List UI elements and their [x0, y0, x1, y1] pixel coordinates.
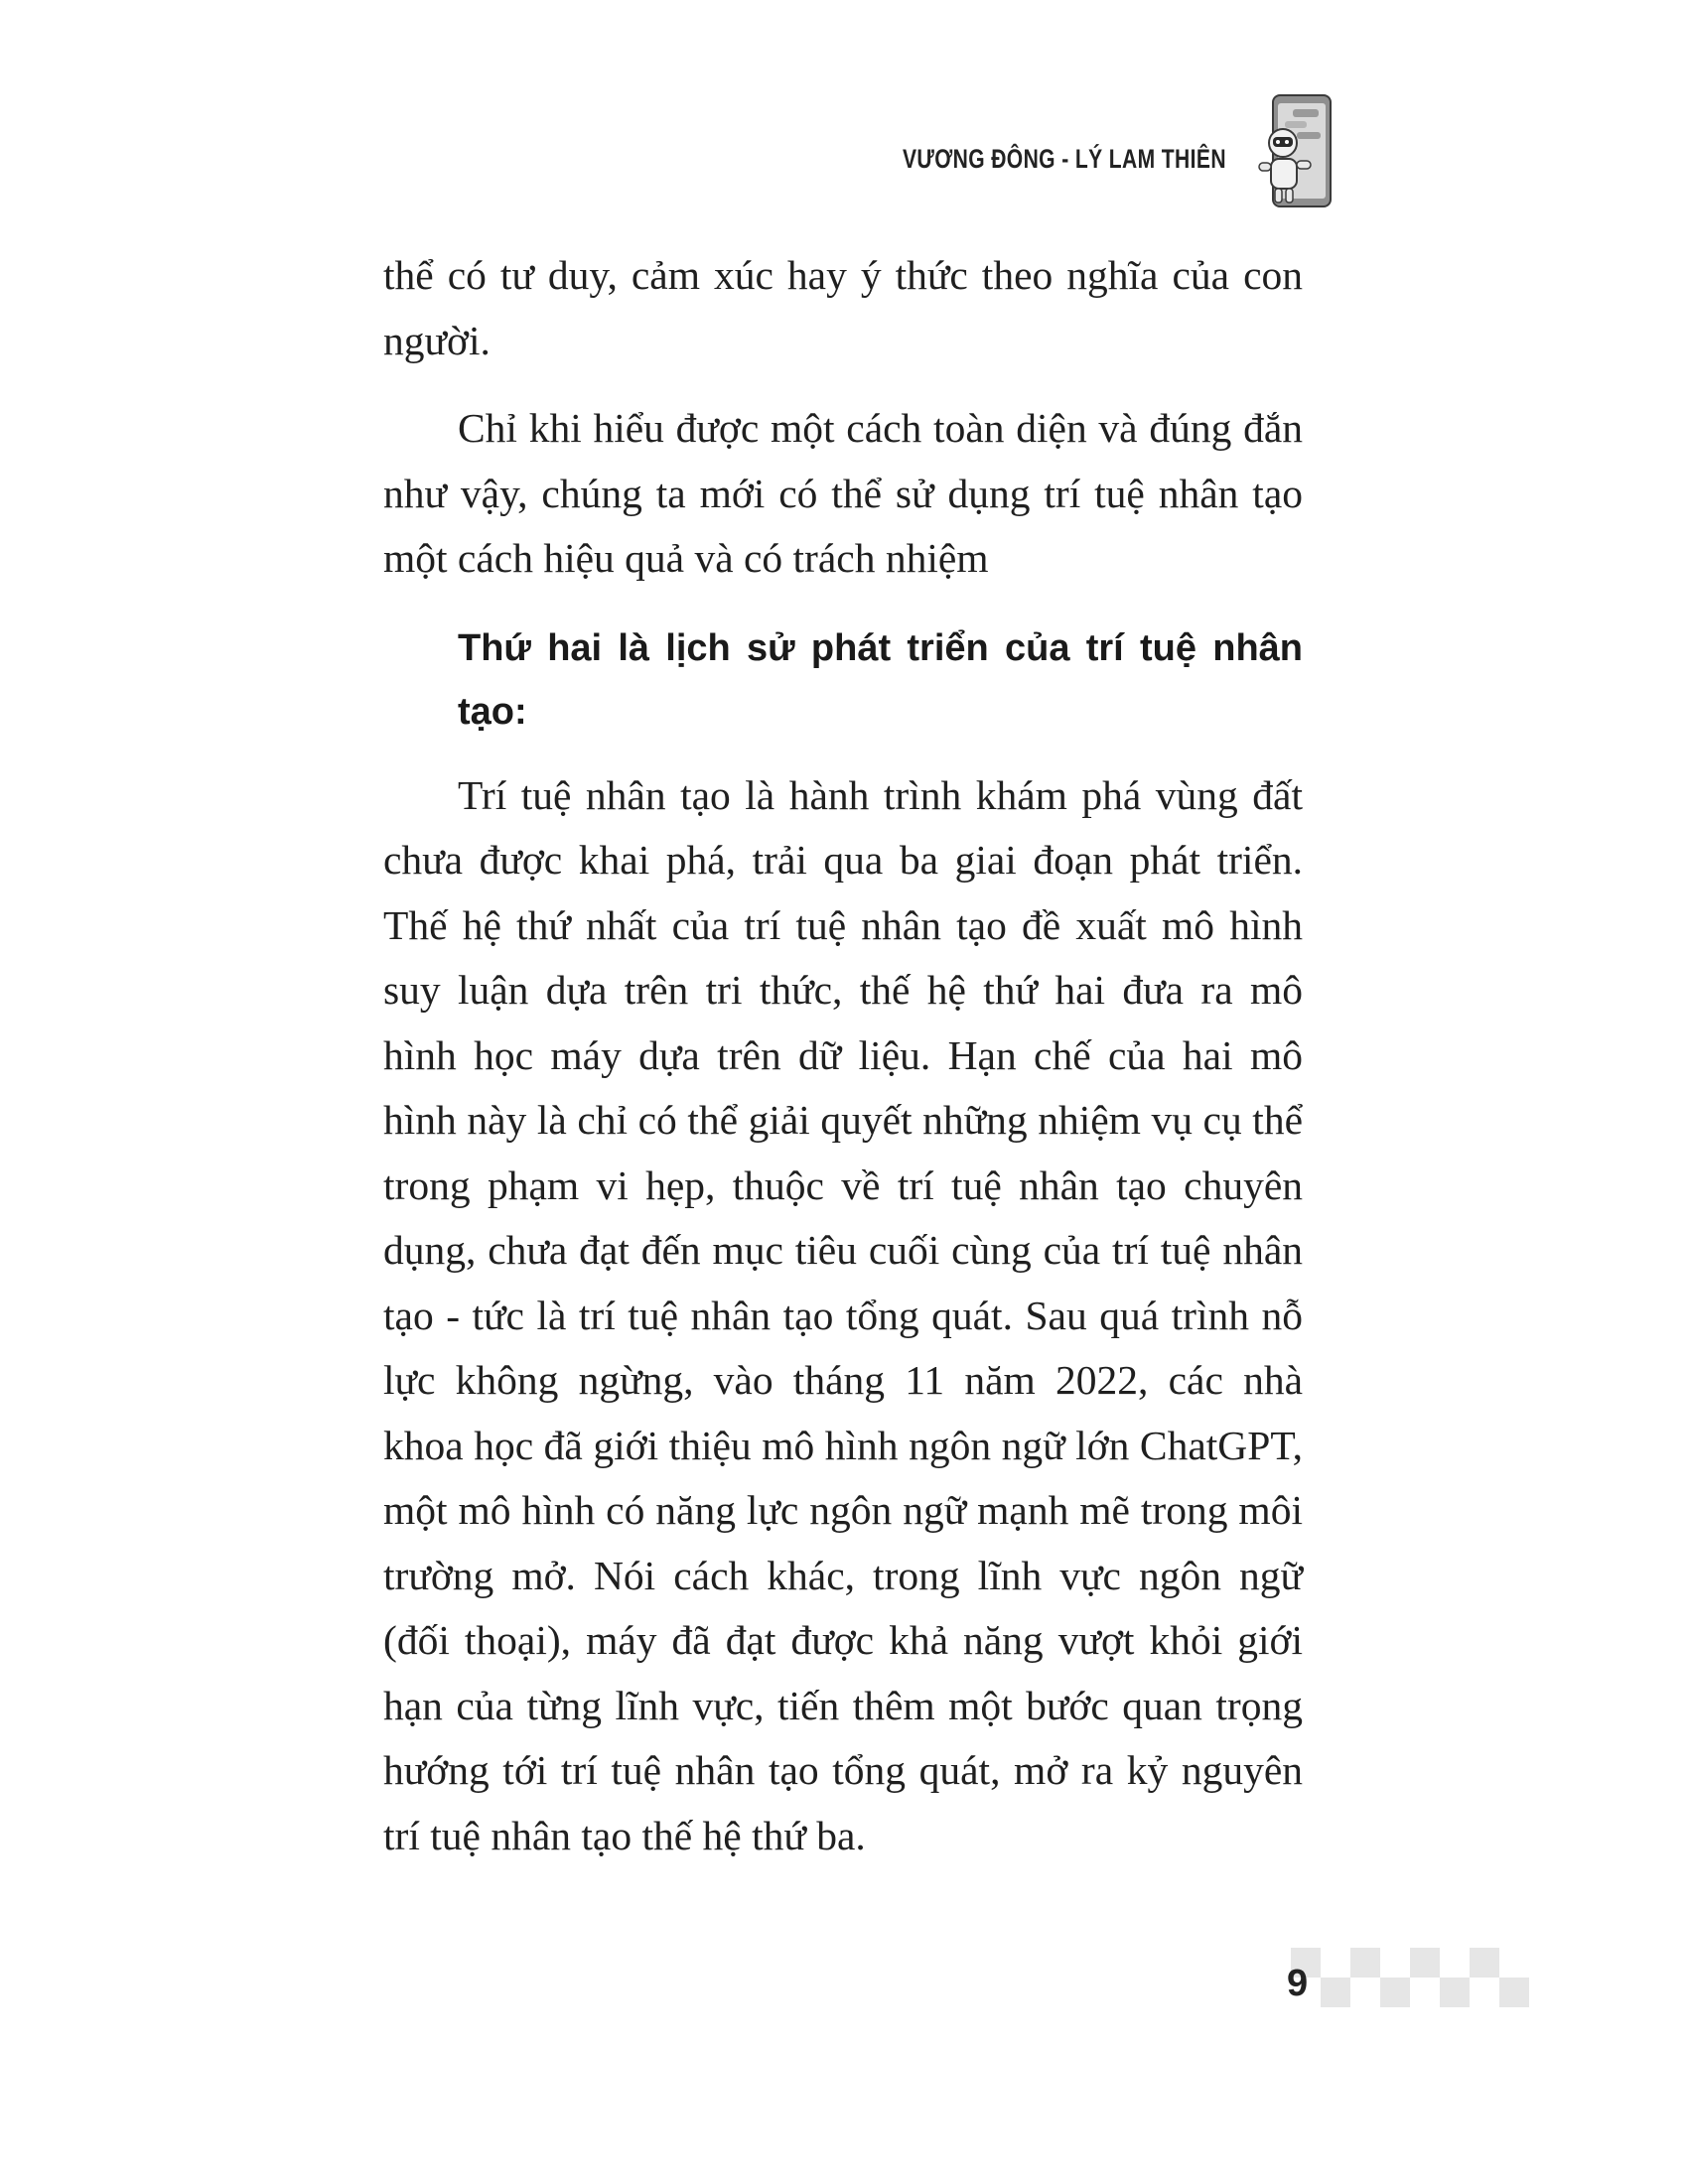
running-header: VƯƠNG ĐÔNG - LÝ LAM THIÊN — [903, 144, 1226, 174]
paragraph: Trí tuệ nhân tạo là hành trình khám phá vùng đất chưa được khai phá, trải qua ba giai đoạn phát triển. Thế hệ thứ nhất của trí tuệ nhân tạo đề xuất mô hình suy luận dựa trên tri thức, thế hệ thứ hai đưa ra mô hình học máy dựa trên dữ liệu. Hạn chế của hai mô hình này là chỉ có thể giải quyết những nhiệm vụ cụ thể trong phạm vi hẹp, thuộc về trí tuệ nhân tạo chuyên dụng, chưa đạt đến mục tiêu cuối cùng của trí tuệ nhân tạo - tức là trí tuệ nhân tạo tổng quát. Sau quá trình nỗ lực không ngừng, vào tháng 11 năm 2022, các nhà khoa học đã giới thiệu mô hình ngôn ngữ lớn ChatGPT, một mô hình có năng lực ngôn ngữ mạnh mẽ trong môi trường mở. Nói cách khác, trong lĩnh vực ngôn ngữ (đối thoại), máy đã đạt được khả năng vượt khỏi giới hạn của từng lĩnh vực, tiến thêm một bước quan trọng hướng tới trí tuệ nhân tạo tổng quát, mở ra kỷ nguyên trí tuệ nhân tạo thế hệ thứ ba. — [383, 771, 1303, 1858]
body-text — [383, 243, 1303, 1868]
page-number: 9 — [1287, 1963, 1309, 2004]
section-heading: Thứ hai là lịch sử phát triển của trí tuệ nhân tạo: — [458, 626, 1303, 733]
robot-with-smartphone-icon — [1253, 91, 1338, 212]
paragraph-continued: thể có tư duy, cảm xúc hay ý thức theo nghĩa của con người. — [383, 252, 1303, 363]
checker-pattern-icon — [1291, 1948, 1529, 2007]
paragraph: Chỉ khi hiểu được một cách toàn diện và đúng đắn như vậy, chúng ta mới có thể sử dụng trí tuệ nhân tạo một cách hiệu quả và có trách nhiệm — [383, 405, 1303, 581]
